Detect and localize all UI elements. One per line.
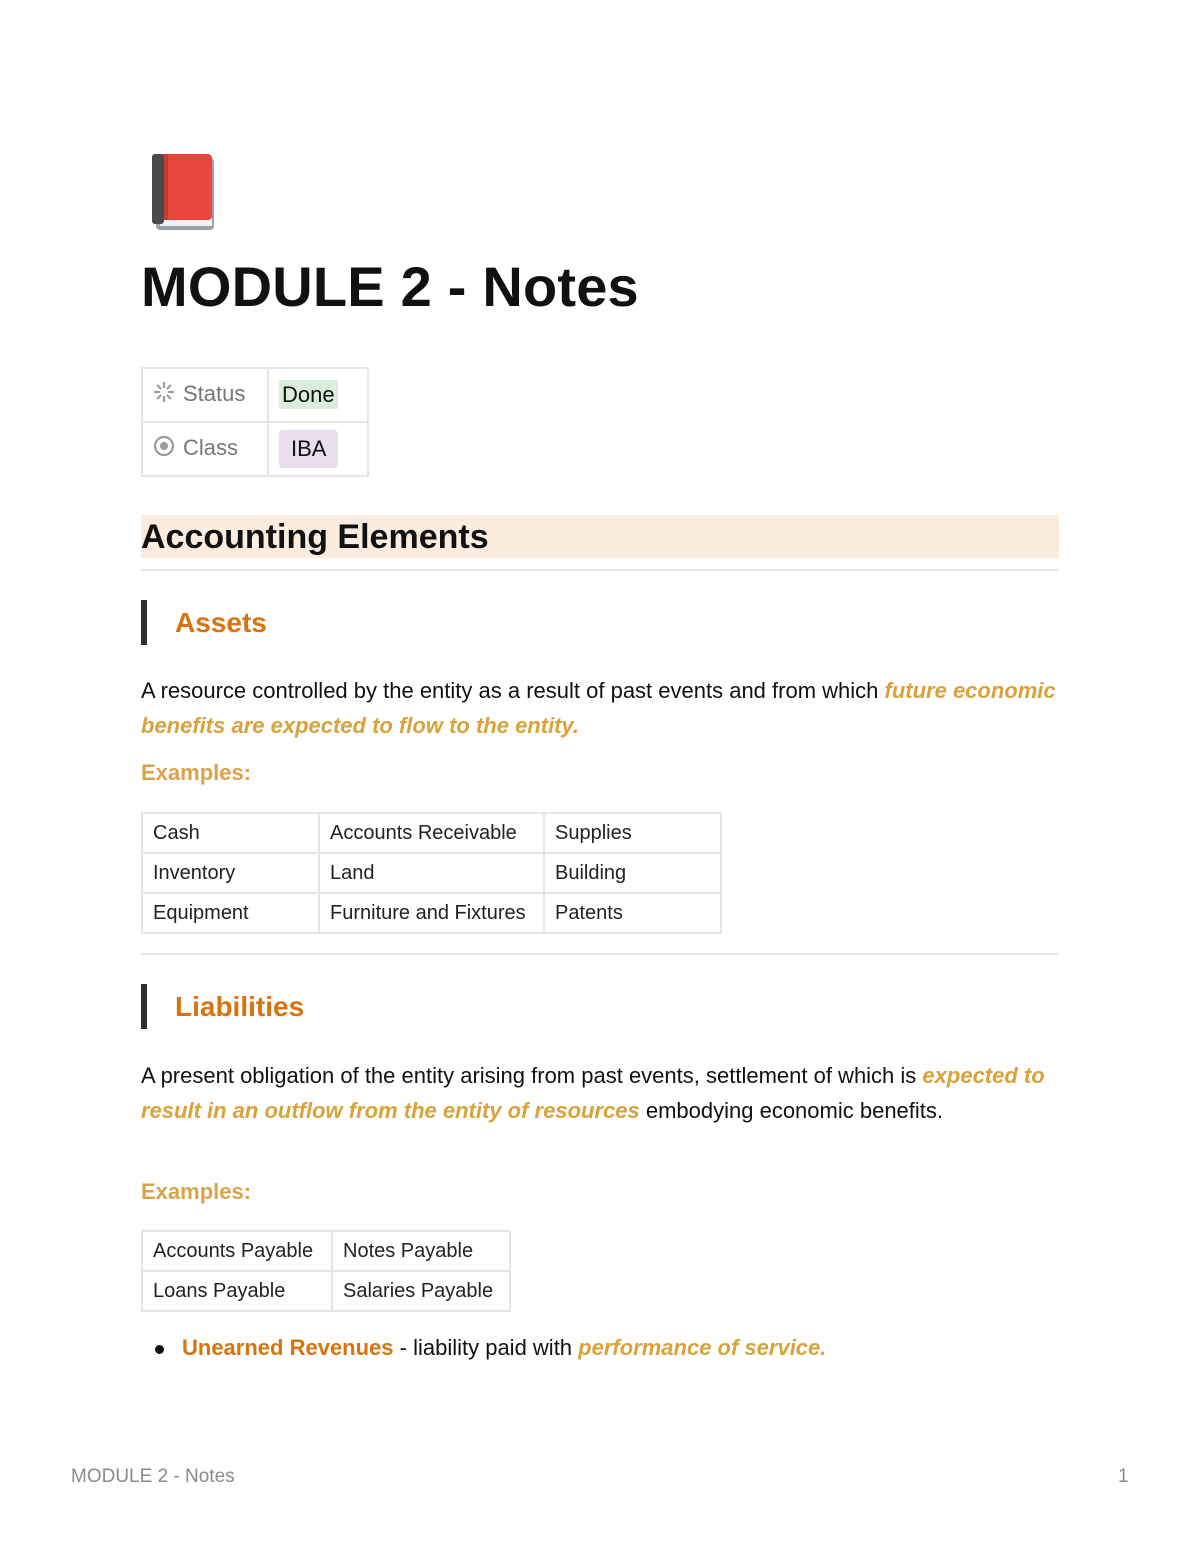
property-key-label: Class [183,434,239,460]
assets-desc-text: A resource controlled by the entity as a result of past events and from which [141,678,885,703]
table-cell: Equipment [142,893,319,933]
table-cell: Notes Payable [332,1231,510,1271]
section-heading: Accounting Elements [141,518,489,556]
assets-desc-emphasis: future economic benefits are expected to flow to the entity. [141,678,1056,738]
liabilities-desc-emphasis: expected to result in an outflow from the entity of resources [141,1063,1045,1123]
status-spinner-icon [153,381,175,409]
status-tag[interactable]: Done [279,380,338,409]
liabilities-desc-text-end: embodying economic benefits. [639,1098,944,1123]
class-circle-icon [153,435,175,463]
table-cell: Inventory [142,853,319,893]
property-value[interactable] [268,422,368,476]
table-cell: Supplies [544,813,721,853]
property-row-class [142,422,368,476]
assets-heading: Assets [175,607,267,638]
bullet-term: Unearned Revenues [182,1335,394,1360]
liabilities-heading: Liabilities [175,991,305,1022]
table-cell: Accounts Payable [142,1231,332,1271]
property-value[interactable] [268,368,368,422]
table-cell: Patents [544,893,721,933]
quote-bar [141,984,147,1029]
table-row [142,813,721,853]
assets-examples-label: Examples: [141,760,252,785]
bullet-text: - liability paid with [393,1335,579,1360]
page-number: 1 [1118,1466,1129,1487]
liabilities-desc-text: A present obligation of the entity arising from past events, settlement of which is [141,1063,923,1088]
property-key-label: Status [183,380,246,406]
table-row [142,1231,510,1271]
properties-table [141,367,369,477]
table-cell: Building [544,853,721,893]
table-cell: Land [319,853,544,893]
divider [141,953,1059,955]
table-cell: Accounts Receivable [319,813,544,853]
bullet-emphasis: performance of service. [578,1335,827,1360]
red-book-icon [150,152,220,234]
class-tag[interactable]: IBA [279,430,338,468]
bullet-dot-icon [155,1345,164,1354]
property-row-status [142,368,368,422]
table-row [142,853,721,893]
list-item [155,1330,826,1365]
table-cell: Furniture and Fixtures [319,893,544,933]
assets-examples-table [141,812,722,934]
divider [141,569,1059,571]
liabilities-examples-table [141,1230,511,1312]
table-row [142,893,721,933]
property-key [142,422,268,476]
liabilities-description [141,1058,1059,1128]
table-cell: Salaries Payable [332,1271,510,1311]
property-key [142,368,268,422]
quote-bar [141,600,147,645]
table-row [142,1271,510,1311]
liabilities-examples-label: Examples: [141,1179,252,1204]
table-cell: Cash [142,813,319,853]
table-cell: Loans Payable [142,1271,332,1311]
assets-description [141,673,1059,743]
page-title: MODULE 2 - Notes [141,255,639,318]
footer-title: MODULE 2 - Notes [71,1466,235,1487]
